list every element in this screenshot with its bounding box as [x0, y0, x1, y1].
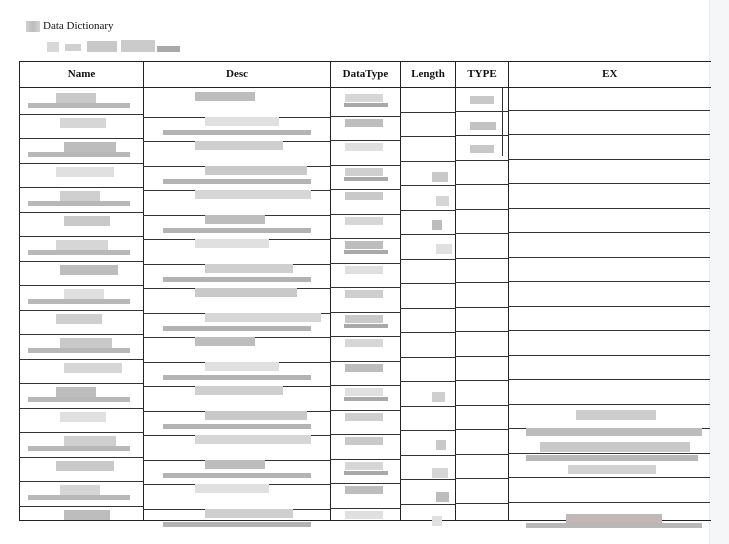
redacted-block	[345, 413, 383, 421]
redacted-block	[195, 288, 297, 297]
cell-type	[456, 496, 509, 521]
redacted-block	[470, 122, 496, 130]
redacted-block	[526, 428, 702, 436]
column-header-datatype: DataType	[331, 62, 401, 88]
redacted-block	[344, 397, 388, 401]
redacted-block	[28, 446, 130, 451]
row-divider	[19, 408, 143, 409]
redacted-block	[56, 167, 114, 177]
redacted-block	[195, 435, 311, 444]
cell-ex	[509, 208, 711, 232]
cell-type	[456, 280, 509, 304]
cell-length	[401, 208, 456, 232]
redacted-block	[345, 339, 383, 347]
row-divider	[330, 483, 400, 484]
redacted-block	[163, 277, 311, 282]
redacted-block	[163, 375, 311, 380]
redacted-block	[28, 299, 130, 304]
redacted-block	[205, 460, 265, 469]
redacted-block	[345, 511, 383, 519]
row-divider	[330, 361, 400, 362]
redacted-block	[540, 442, 690, 452]
redacted-block	[163, 326, 311, 331]
redacted-block	[163, 130, 311, 135]
redacted-block	[470, 145, 494, 153]
cell-ex	[509, 160, 711, 184]
row-divider	[455, 454, 508, 455]
row-divider	[19, 261, 143, 262]
row-divider	[455, 258, 508, 259]
row-divider	[19, 187, 143, 188]
row-divider	[455, 135, 508, 136]
redacted-block	[163, 473, 311, 478]
redacted-block	[28, 495, 130, 500]
row-divider	[508, 232, 710, 233]
redacted-block	[345, 388, 383, 396]
row-divider	[330, 140, 400, 141]
row-divider	[330, 312, 400, 313]
row-divider	[330, 336, 400, 337]
document-title-text: Data Dictionary	[43, 19, 114, 32]
row-divider	[19, 481, 143, 482]
redacted-block	[436, 492, 449, 502]
cell-length	[401, 424, 456, 448]
redacted-block	[432, 516, 442, 526]
row-divider	[508, 355, 710, 356]
redacted-block	[163, 424, 311, 429]
row-divider	[508, 502, 710, 503]
row-divider	[330, 410, 400, 411]
redacted-block	[28, 152, 130, 157]
row-divider	[508, 306, 710, 307]
redacted-block	[28, 201, 130, 206]
cell-length	[401, 112, 456, 136]
redacted-block	[56, 240, 108, 250]
row-divider	[19, 506, 143, 507]
column-header-type: TYPE	[456, 62, 509, 88]
redacted-block	[64, 289, 104, 299]
cell-type	[456, 160, 509, 184]
redacted-block	[436, 196, 449, 206]
redacted-block	[60, 412, 106, 422]
redacted-block	[526, 455, 698, 461]
redacted-block	[163, 228, 311, 233]
row-divider	[400, 161, 455, 162]
redacted-block	[345, 217, 383, 225]
row-divider	[455, 111, 508, 112]
row-divider	[400, 136, 455, 137]
row-divider	[455, 478, 508, 479]
redacted-block	[345, 168, 383, 176]
redacted-block	[432, 220, 442, 230]
redacted-block	[195, 239, 269, 248]
cell-ex	[509, 184, 711, 208]
redacted-block	[205, 264, 293, 273]
redacted-block	[344, 324, 388, 328]
column-header-length: Length	[401, 62, 456, 88]
row-divider	[19, 334, 143, 335]
redacted-block	[64, 510, 110, 520]
redacted-block	[345, 94, 383, 102]
row-divider	[400, 283, 455, 284]
redacted-block	[195, 92, 255, 101]
redacted-block	[526, 523, 702, 528]
row-divider	[455, 429, 508, 430]
redacted-block	[344, 471, 388, 475]
redacted-block	[195, 190, 311, 199]
redacted-block	[64, 363, 122, 373]
cell-length	[401, 88, 456, 113]
row-divider	[455, 503, 508, 504]
row-divider	[508, 281, 710, 282]
redacted-block	[28, 103, 130, 108]
row-divider	[455, 282, 508, 283]
redacted-block	[28, 397, 130, 402]
redacted-block	[345, 290, 383, 298]
row-divider	[330, 214, 400, 215]
row-divider	[508, 477, 710, 478]
row-divider	[330, 287, 400, 288]
redacted-block	[60, 338, 112, 348]
row-divider	[19, 163, 143, 164]
redacted-block	[568, 465, 656, 474]
table-header-row	[20, 62, 711, 88]
redacted-block	[344, 250, 388, 254]
redacted-block	[205, 411, 307, 420]
row-divider	[455, 184, 508, 185]
row-divider	[400, 479, 455, 480]
column-header-ex: EX	[509, 62, 711, 88]
redacted-block	[345, 143, 383, 151]
cell-type	[456, 424, 509, 448]
cell-type	[456, 472, 509, 496]
row-divider	[330, 263, 400, 264]
row-divider	[330, 434, 400, 435]
cell-ex	[509, 472, 711, 496]
redacted-block	[432, 392, 445, 402]
redacted-block	[345, 315, 383, 323]
redacted-block	[205, 313, 321, 322]
cell-length	[401, 400, 456, 424]
row-divider	[508, 404, 710, 405]
row-divider	[19, 310, 143, 311]
column-header-desc: Desc	[144, 62, 331, 88]
document-icon	[26, 21, 40, 32]
redacted-block	[60, 265, 118, 275]
row-divider	[330, 508, 400, 509]
redacted-block	[56, 387, 96, 397]
redacted-block	[163, 179, 311, 184]
row-divider	[19, 138, 143, 139]
row-divider	[455, 380, 508, 381]
redacted-block	[205, 117, 279, 126]
row-divider	[455, 307, 508, 308]
redacted-block	[56, 461, 114, 471]
redacted-block	[345, 437, 383, 445]
redacted-block	[436, 440, 446, 450]
row-divider	[508, 134, 710, 135]
redacted-block	[436, 244, 452, 254]
redacted-block	[345, 364, 383, 372]
cell-type	[456, 400, 509, 424]
row-divider	[400, 185, 455, 186]
redacted-block	[205, 509, 293, 518]
row-divider	[455, 209, 508, 210]
row-divider	[330, 189, 400, 190]
row-divider	[400, 455, 455, 456]
document-title	[26, 19, 114, 33]
redacted-block	[60, 118, 106, 128]
redacted-block	[345, 462, 383, 470]
redacted-block	[470, 96, 494, 104]
cell-length	[401, 376, 456, 400]
row-divider	[400, 308, 455, 309]
cell-type	[456, 448, 509, 472]
redacted-block	[163, 522, 311, 527]
row-divider	[330, 165, 400, 166]
row-divider	[400, 504, 455, 505]
row-divider	[19, 114, 143, 115]
vertical-scrollbar[interactable]	[709, 0, 729, 544]
row-divider	[330, 116, 400, 117]
redacted-block	[195, 141, 283, 150]
redacted-block	[28, 348, 130, 353]
redacted-block	[345, 119, 383, 127]
cell-ex	[509, 88, 711, 113]
cell-type	[456, 256, 509, 280]
cell-ex	[509, 280, 711, 304]
redacted-block	[64, 142, 116, 152]
row-divider	[508, 110, 710, 111]
redacted-block	[56, 93, 96, 103]
row-divider	[330, 459, 400, 460]
row-divider	[400, 112, 455, 113]
redacted-block	[432, 468, 448, 478]
redacted-block	[60, 485, 100, 495]
row-divider	[455, 160, 508, 161]
column-header-name: Name	[20, 62, 144, 88]
row-divider	[508, 257, 710, 258]
redacted-block	[205, 166, 307, 175]
redacted-block	[432, 172, 448, 182]
redacted-block	[195, 337, 255, 346]
redacted-block	[28, 250, 130, 255]
row-divider	[330, 385, 400, 386]
row-divider	[455, 331, 508, 332]
redacted-block	[345, 192, 383, 200]
row-divider	[508, 379, 710, 380]
redacted-block	[64, 436, 116, 446]
cell-ex	[509, 112, 711, 136]
row-divider	[508, 159, 710, 160]
row-divider	[502, 88, 503, 156]
redacted-subtitle	[47, 40, 180, 53]
redacted-block	[345, 241, 383, 249]
row-divider	[455, 356, 508, 357]
row-divider	[400, 259, 455, 260]
redacted-block	[205, 215, 265, 224]
row-divider	[508, 183, 710, 184]
redacted-block	[64, 216, 110, 226]
row-divider	[19, 212, 143, 213]
row-divider	[508, 330, 710, 331]
row-divider	[400, 357, 455, 358]
row-divider	[19, 285, 143, 286]
row-divider	[400, 234, 455, 235]
redacted-block	[344, 103, 388, 107]
redacted-block	[345, 266, 383, 274]
cell-length	[401, 352, 456, 376]
row-divider	[455, 233, 508, 234]
cell-ex	[509, 232, 711, 256]
row-divider	[400, 332, 455, 333]
row-divider	[19, 383, 143, 384]
cell-ex	[509, 328, 711, 352]
row-divider	[508, 453, 710, 454]
redacted-block	[195, 386, 283, 395]
row-divider	[19, 457, 143, 458]
cell-ex	[509, 304, 711, 328]
cell-ex	[509, 256, 711, 280]
redacted-block	[345, 486, 383, 494]
row-divider	[400, 381, 455, 382]
cell-type	[456, 208, 509, 232]
row-divider	[19, 236, 143, 237]
cell-type	[456, 232, 509, 256]
redacted-block	[576, 410, 656, 420]
row-divider	[19, 359, 143, 360]
cell-type	[456, 184, 509, 208]
row-divider	[19, 432, 143, 433]
row-divider	[330, 238, 400, 239]
redacted-block	[60, 191, 100, 201]
cell-ex	[509, 136, 711, 160]
redacted-block	[56, 314, 102, 324]
redacted-block	[195, 484, 269, 493]
redacted-block	[205, 362, 279, 371]
row-divider	[508, 208, 710, 209]
row-divider	[455, 405, 508, 406]
row-divider	[400, 210, 455, 211]
row-divider	[400, 406, 455, 407]
redacted-block	[344, 177, 388, 181]
cell-length	[401, 136, 456, 160]
row-divider	[400, 430, 455, 431]
